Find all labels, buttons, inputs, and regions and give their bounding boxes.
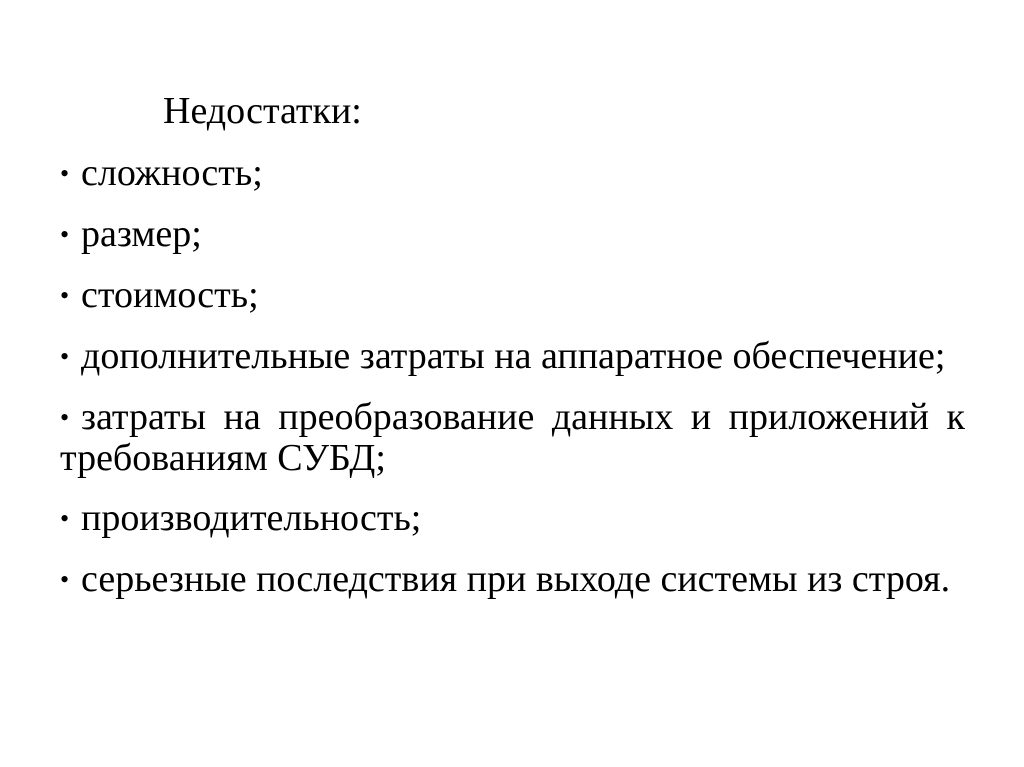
list-item-text: производительность; xyxy=(81,497,422,539)
list-item-text: размер; xyxy=(81,213,202,255)
slide-heading: Недостатки: xyxy=(163,90,362,132)
list-item-text: стоимость; xyxy=(81,274,259,316)
bullet-icon: • xyxy=(60,504,70,533)
slide-content xyxy=(60,89,965,620)
list-item xyxy=(60,275,965,316)
bullet-icon: • xyxy=(60,565,70,594)
list-item xyxy=(60,498,965,539)
bullet-icon: • xyxy=(60,220,70,249)
bullet-icon: • xyxy=(60,159,70,188)
bullet-icon: • xyxy=(60,403,70,432)
list-item xyxy=(60,397,965,478)
bullet-icon: • xyxy=(60,342,70,371)
disadvantages-list xyxy=(60,153,965,600)
list-item xyxy=(60,214,965,255)
list-item-text: дополнительные затраты на аппаратное обеспечение; xyxy=(81,335,946,377)
list-item xyxy=(60,153,965,194)
bullet-icon: • xyxy=(60,281,70,310)
list-item-text: серьезные последствия при выходе системы из строя. xyxy=(81,558,951,600)
list-item xyxy=(60,336,965,377)
list-item-text: затраты на преобразование данных и приложений к требованиям СУБД; xyxy=(60,396,965,479)
list-item xyxy=(60,559,965,600)
list-item-text: сложность; xyxy=(81,152,263,194)
